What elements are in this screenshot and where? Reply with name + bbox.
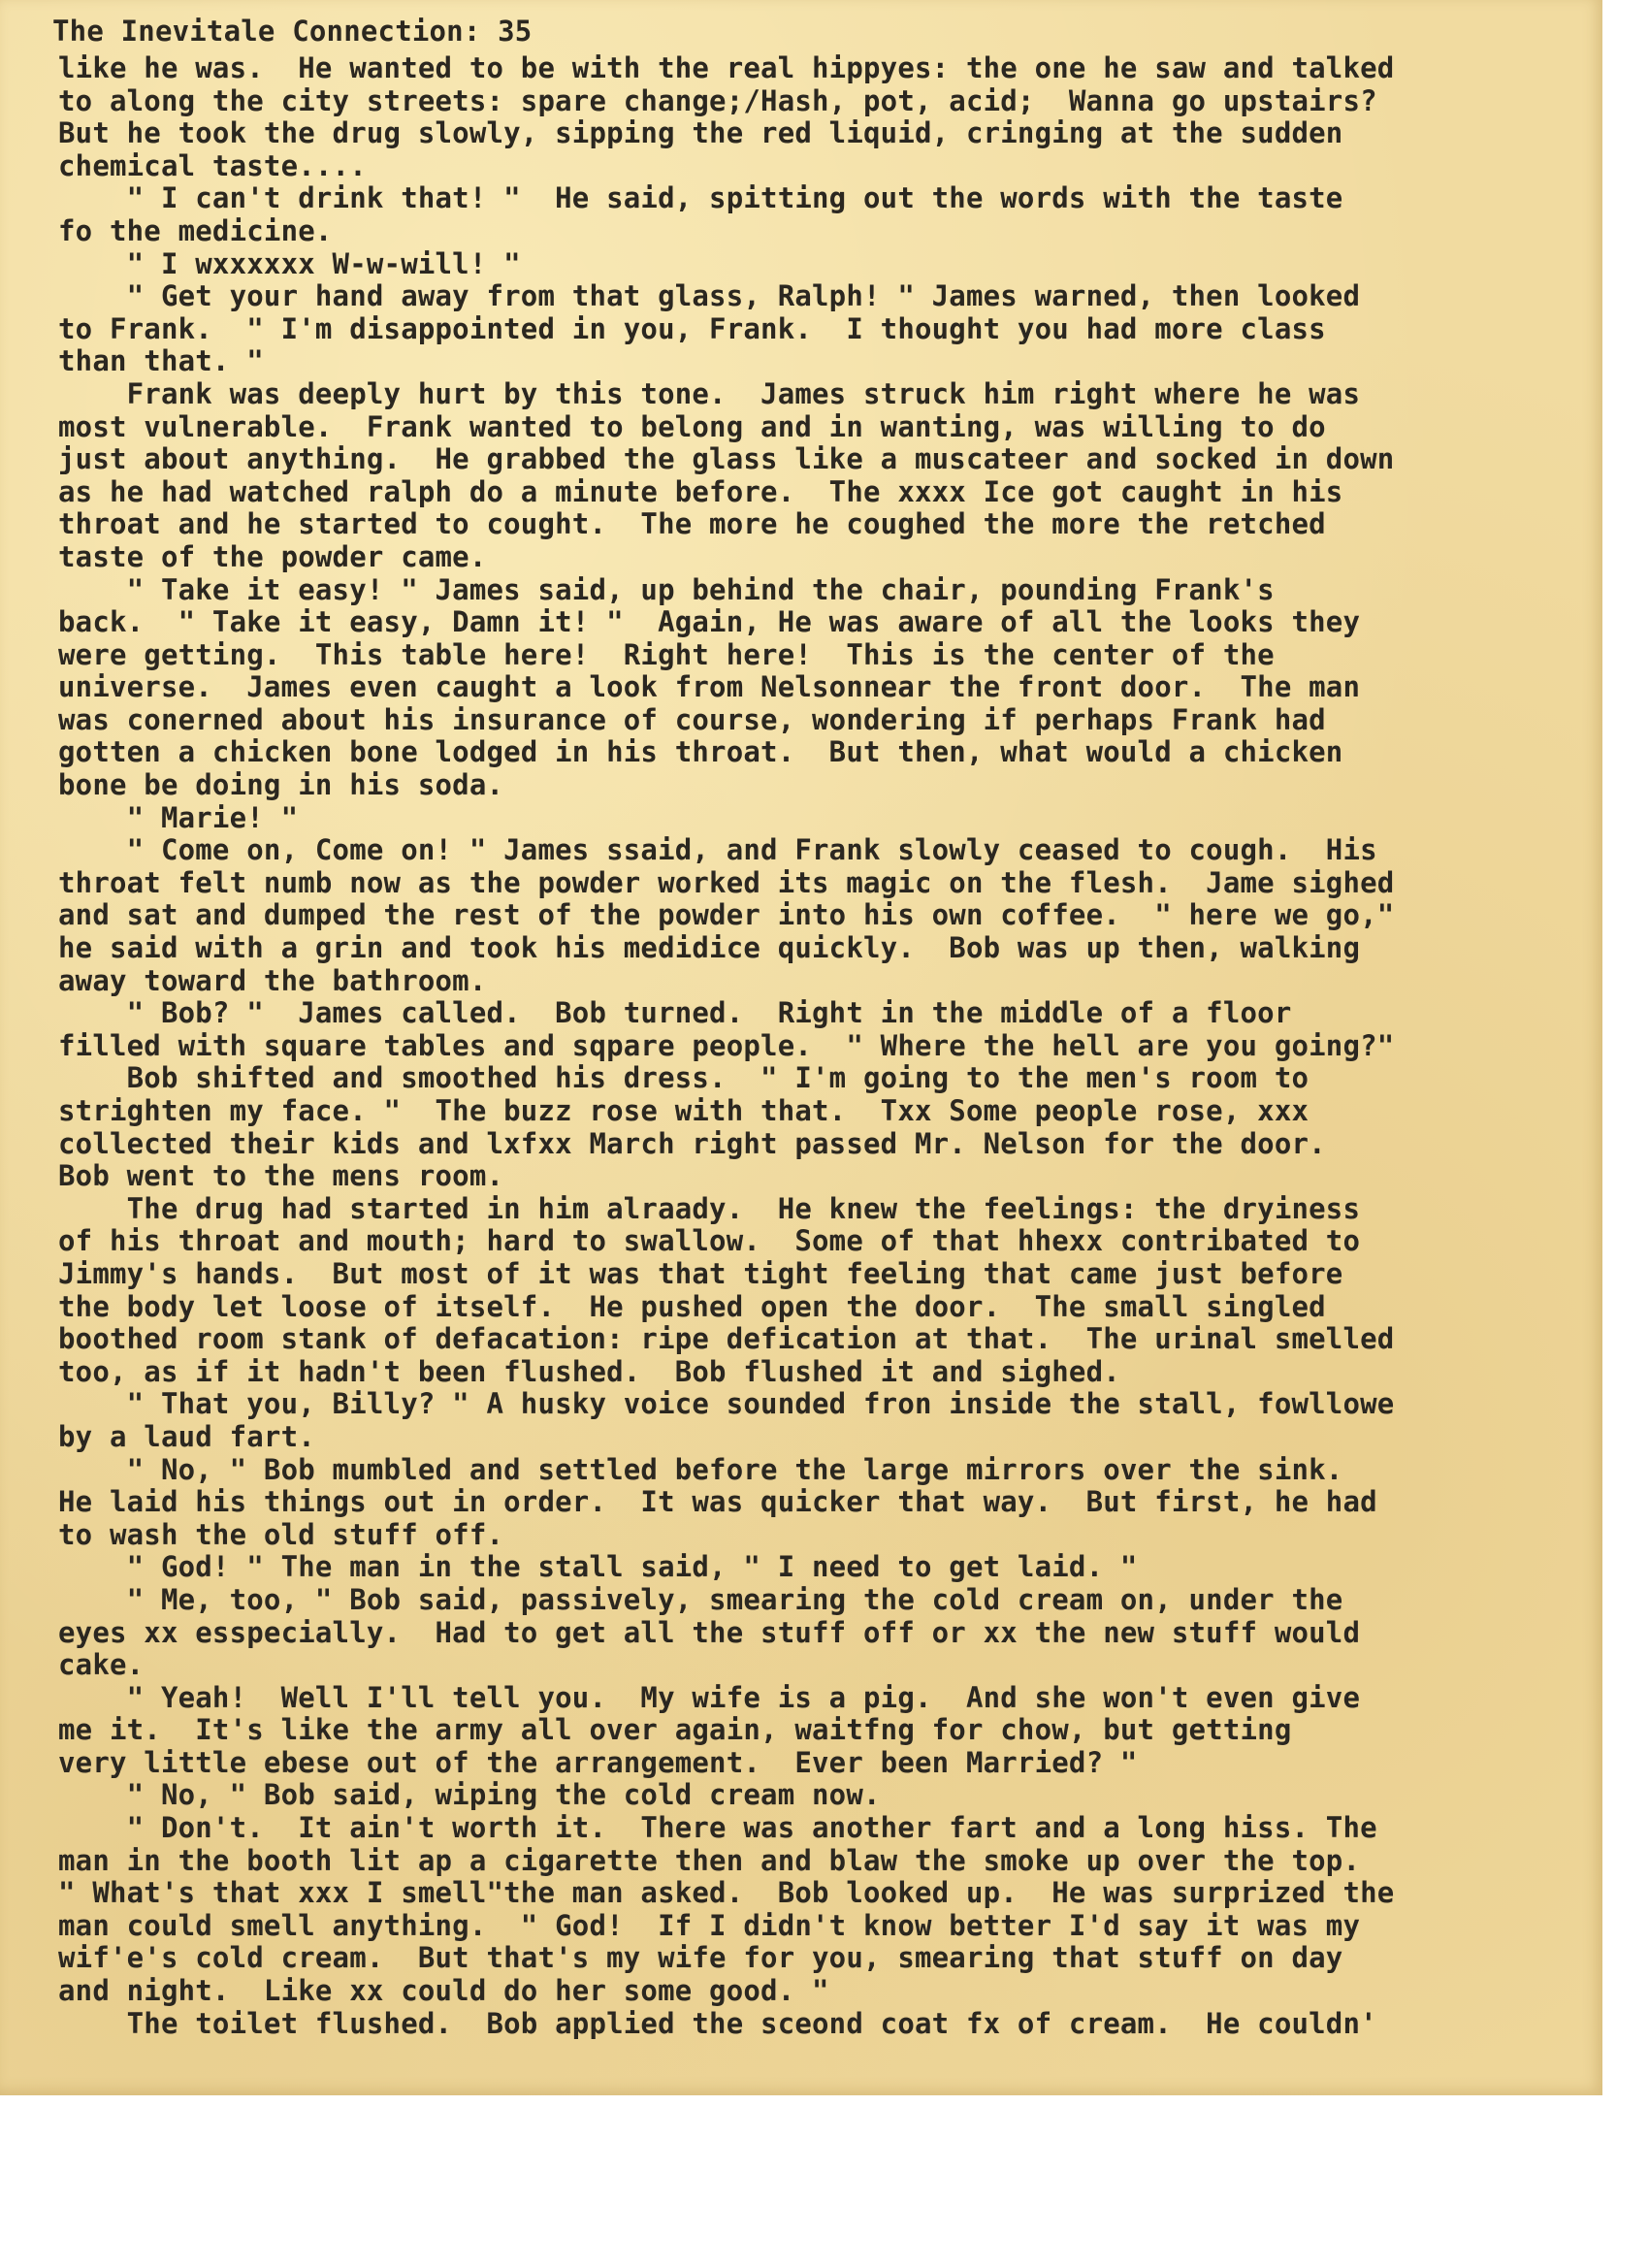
text-line: was conerned about his insurance of course, wondering if perhaps Frank had — [58, 702, 1326, 736]
text-line: Jimmy's hands. But most of it was that tight feeling that came just before — [58, 1256, 1343, 1290]
text-line: " No, " Bob said, wiping the cold cream now. — [58, 1778, 881, 1812]
text-line: " God! " The man in the stall said, " I need to get laid. " — [58, 1550, 1138, 1584]
text-line: " No, " Bob mumbled and settled before the large mirrors over the sink. — [58, 1452, 1343, 1486]
text-line: like he was. He wanted to be with the real hippyes: the one he saw and talked — [58, 51, 1395, 84]
text-line: boothed room stank of defacation: ripe defication at that. The urinal smelled — [58, 1322, 1395, 1356]
text-line: away toward the bathroom. — [58, 963, 487, 997]
text-line: universe. James even caught a look from Nelsonnear the front door. The man — [58, 670, 1361, 704]
text-line: filled with square tables and sqpare people. " Where the hell are you going?" — [58, 1028, 1395, 1062]
text-line: " I wxxxxxx W-w-will! " — [58, 246, 521, 280]
text-line: the body let loose of itself. He pushed open the door. The small singled — [58, 1289, 1326, 1323]
text-line: throat felt numb now as the powder worked its magic on the flesh. Jame sighed — [58, 865, 1395, 899]
text-line: " Me, too, " Bob said, passively, smearing the cold cream on, under the — [58, 1582, 1343, 1616]
text-line: " Come on, Come on! " James ssaid, and Frank slowly ceased to cough. His — [58, 833, 1377, 867]
text-line: back. " Take it easy, Damn it! " Again, He was aware of all the looks they — [58, 605, 1361, 639]
text-line: to wash the old stuff off. — [58, 1517, 504, 1551]
text-line: He laid his things out in order. It was quicker that way. But first, he had — [58, 1485, 1377, 1519]
text-line: taste of the powder came. — [58, 539, 487, 573]
text-line: " What's that xxx I smell"the man asked. Bob looked up. He was surprized the — [58, 1876, 1395, 1910]
text-line: very little ebese out of the arrangement. Ever been Married? " — [58, 1745, 1138, 1779]
text-line: wif'e's cold cream. But that's my wife for you, smearing that stuff on day — [58, 1941, 1343, 1975]
text-line: and sat and dumped the rest of the powder into his own coffee. " here we go," — [58, 898, 1395, 932]
text-line: bone be doing in his soda. — [58, 768, 504, 802]
text-line: man in the booth lit ap a cigarette then and blaw the smoke up over the top. — [58, 1843, 1361, 1877]
text-line: " Bob? " James called. Bob turned. Right in the middle of a floor — [58, 996, 1292, 1030]
page-body — [58, 52, 1591, 2040]
text-line: than that. " — [58, 344, 264, 378]
text-line: " I can't drink that! " He said, spitting out the words with the taste — [58, 181, 1343, 215]
text-line: by a laud fart. — [58, 1419, 315, 1453]
text-line: just about anything. He grabbed the glass like a muscateer and socked in down — [58, 442, 1395, 476]
text-line: collected their kids and lxfxx March right passed Mr. Nelson for the door. — [58, 1126, 1326, 1160]
text-line: were getting. This table here! Right here! This is the center of the — [58, 637, 1275, 671]
text-line: " Don't. It ain't worth it. There was another fart and a long hiss. The — [58, 1811, 1377, 1845]
text-line: too, as if it hadn't been flushed. Bob flushed it and sighed. — [58, 1354, 1120, 1388]
text-line: to along the city streets: spare change;/Hash, pot, acid; Wanna go upstairs? — [58, 83, 1377, 117]
text-line: me it. It's like the army all over again, waitfng for chow, but getting — [58, 1713, 1292, 1747]
text-line: " Take it easy! " James said, up behind the chair, pounding Frank's — [58, 572, 1275, 606]
page-text-block — [52, 10, 1591, 2040]
text-line: eyes xx esspecially. Had to get all the stuff off or xx the new stuff would — [58, 1615, 1361, 1649]
text-line: man could smell anything. " God! If I didn't know better I'd say it was my — [58, 1908, 1361, 1942]
text-line: Bob went to the mens room. — [58, 1159, 504, 1193]
text-line: " Get your hand away from that glass, Ralph! " James warned, then looked — [58, 279, 1361, 313]
text-line: as he had watched ralph do a minute before. The xxxx Ice got caught in his — [58, 474, 1343, 508]
text-line: Frank was deeply hurt by this tone. James struck him right where he was — [58, 376, 1361, 410]
text-line: " Marie! " — [58, 800, 299, 834]
text-line: cake. — [58, 1648, 145, 1682]
text-line: " That you, Billy? " A husky voice sounded fron inside the stall, fowllowe — [58, 1387, 1395, 1421]
text-line: he said with a grin and took his medidice quickly. Bob was up then, walking — [58, 931, 1361, 965]
text-line: most vulnerable. Frank wanted to belong and in wanting, was willing to do — [58, 409, 1326, 443]
text-line: The toilet flushed. Bob applied the sceond coat fx of cream. He couldn' — [58, 2006, 1377, 2040]
text-line: But he took the drug slowly, sipping the red liquid, cringing at the sudden — [58, 116, 1343, 150]
text-line: gotten a chicken bone lodged in his throat. But then, what would a chicken — [58, 735, 1343, 769]
page-title: The Inevitale Connection: 35 — [52, 15, 533, 48]
text-line: fo the medicine. — [58, 213, 333, 247]
text-line: and night. Like xx could do her some good. " — [58, 1974, 829, 2008]
text-line: throat and he started to cought. The more he coughed the more the retched — [58, 507, 1326, 541]
text-line: The drug had started in him alraady. He knew the feelings: the dryiness — [58, 1191, 1361, 1225]
text-line: to Frank. " I'm disappointed in you, Frank. I thought you had more class — [58, 311, 1326, 345]
text-line: strighten my face. " The buzz rose with that. Txx Some people rose, xxx — [58, 1094, 1310, 1127]
text-line: Bob shifted and smoothed his dress. " I'm going to the men's room to — [58, 1061, 1310, 1095]
text-line: of his throat and mouth; hard to swallow. Some of that hhexx contribated to — [58, 1224, 1361, 1258]
text-line: chemical taste.... — [58, 148, 367, 182]
text-line: " Yeah! Well I'll tell you. My wife is a pig. And she won't even give — [58, 1680, 1361, 1714]
